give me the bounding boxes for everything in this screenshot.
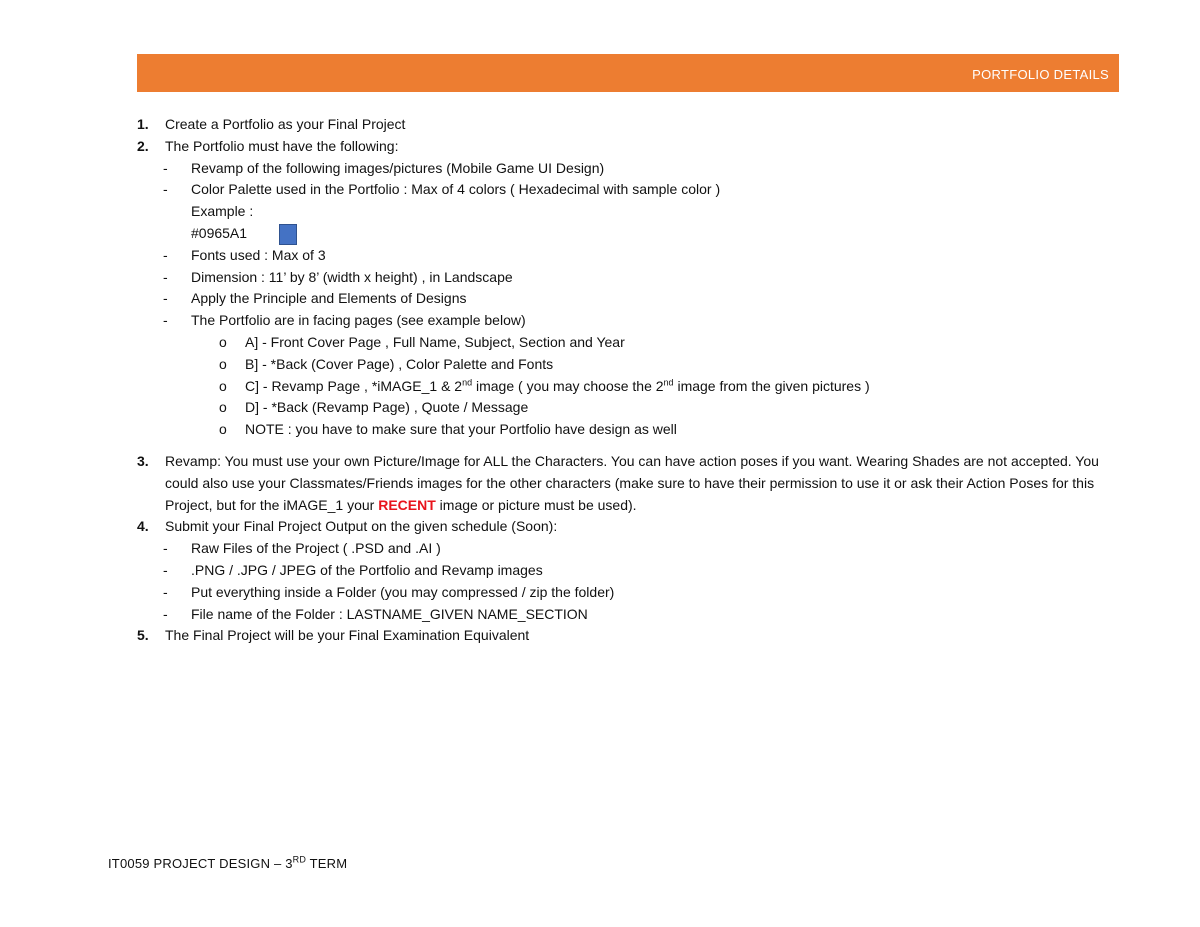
nested-item-text: B] - *Back (Cover Page) , Color Palette and Fonts: [245, 355, 554, 372]
sub-item: [137, 582, 1112, 604]
header-bar: [137, 54, 1119, 92]
sub-item-text: Dimension : 11’ by 8’ (width x height) , in Landscape: [191, 268, 513, 285]
sub-item-text: File name of the Folder : LASTNAME_GIVEN NAME_SECTION: [191, 605, 588, 622]
recent-highlight: RECENT: [378, 496, 436, 513]
list-item-text: The Final Project will be your Final Examination Equivalent: [165, 627, 530, 644]
sub-item-text: The Portfolio are in facing pages (see example below): [191, 312, 526, 329]
footer-text: IT0059 PROJECT DESIGN – 3: [108, 856, 293, 871]
sub-item-text: Raw Files of the Project ( .PSD and .AI ): [191, 540, 441, 557]
list-number: 2.: [137, 137, 149, 154]
dash-bullet: -: [163, 312, 168, 329]
list-item-text: Create a Portfolio as your Final Project: [165, 116, 406, 132]
dash-bullet: -: [163, 246, 168, 263]
nested-item: [137, 397, 1112, 419]
list-item-text: Submit your Final Project Output on the given schedule (Soon):: [165, 518, 558, 535]
sub-item: [137, 604, 1112, 626]
sub-item: [137, 310, 1112, 332]
list-number: 1.: [137, 116, 149, 132]
nested-item-text: NOTE : you have to make sure that your Portfolio have design as well: [245, 421, 677, 438]
superscript: nd: [462, 376, 473, 387]
sub-item: [137, 267, 1112, 289]
sub-item: [137, 245, 1112, 267]
color-swatch: [279, 224, 297, 245]
nested-item: [137, 332, 1112, 354]
dash-bullet: -: [163, 290, 168, 307]
nested-item-text: D] - *Back (Revamp Page) , Quote / Message: [245, 399, 529, 416]
list-number: 4.: [137, 518, 149, 535]
dash-bullet: -: [163, 159, 168, 176]
page-footer: [108, 856, 347, 871]
footer-superscript: RD: [292, 854, 307, 865]
nested-item-text: A] - Front Cover Page , Full Name, Subject, Section and Year: [245, 333, 625, 350]
header-title: PORTFOLIO DETAILS: [972, 67, 1109, 82]
sub-item: [137, 158, 1112, 180]
example-hex-line: [137, 223, 1112, 245]
nested-item-text-a: C] - Revamp Page , *iMAGE_1 & 2: [245, 377, 463, 394]
example-label: Example :: [191, 203, 254, 220]
circle-bullet: o: [219, 421, 227, 438]
sub-item-text: Color Palette used in the Portfolio : Max of 4 colors ( Hexadecimal with sample color ): [191, 181, 721, 198]
instructions-list: [137, 114, 1112, 647]
superscript: nd: [663, 376, 674, 387]
list-item-text: The Portfolio must have the following:: [165, 137, 399, 154]
list-item-2: [137, 136, 1112, 158]
circle-bullet: o: [219, 355, 227, 372]
circle-bullet: o: [219, 333, 227, 350]
list-number: 5.: [137, 627, 149, 644]
sub-item: [137, 538, 1112, 560]
sub-item-text: Put everything inside a Folder (you may compressed / zip the folder): [191, 583, 615, 600]
sub-item: [137, 560, 1112, 582]
nested-item: [137, 354, 1112, 376]
dash-bullet: -: [163, 181, 168, 198]
list-number: 3.: [137, 452, 149, 469]
dash-bullet: -: [163, 583, 168, 600]
dash-bullet: -: [163, 561, 168, 578]
list-item-text-a: Revamp: You must use your own Picture/Image for ALL the Characters. You can have action poses if you want. Wearing Shades are not accepted. You could also use your Classmates/Friends images for the other characters (make sure to have their permission to use it or ask their Action Poses for this Project, but for the iMAGE_1 your: [165, 452, 1099, 513]
nested-item: [137, 376, 1112, 398]
circle-bullet: o: [219, 399, 227, 416]
list-item-4: [137, 516, 1112, 538]
sub-item-text: Revamp of the following images/pictures (Mobile Game UI Design): [191, 159, 605, 176]
list-item-text-b: image or picture must be used).: [435, 496, 637, 513]
sub-item-text: Fonts used : Max of 3: [191, 246, 326, 263]
dash-bullet: -: [163, 540, 168, 557]
example-hex: #0965A1: [191, 224, 248, 241]
sub-item-text: .PNG / .JPG / JPEG of the Portfolio and Revamp images: [191, 561, 543, 578]
list-item-1: [137, 114, 1112, 136]
sub-item-text: Apply the Principle and Elements of Designs: [191, 290, 467, 307]
list-item-3: [137, 451, 1112, 516]
footer-text-end: TERM: [306, 856, 348, 871]
spacer: [137, 441, 1112, 451]
nested-item-text-b: image ( you may choose the 2: [472, 377, 664, 394]
nested-item-text-c: image from the given pictures ): [673, 377, 870, 394]
sub-item: [137, 288, 1112, 310]
nested-item: [137, 419, 1112, 441]
sub-item: [137, 179, 1112, 201]
dash-bullet: -: [163, 605, 168, 622]
dash-bullet: -: [163, 268, 168, 285]
circle-bullet: o: [219, 377, 227, 394]
list-item-5: [137, 625, 1112, 647]
